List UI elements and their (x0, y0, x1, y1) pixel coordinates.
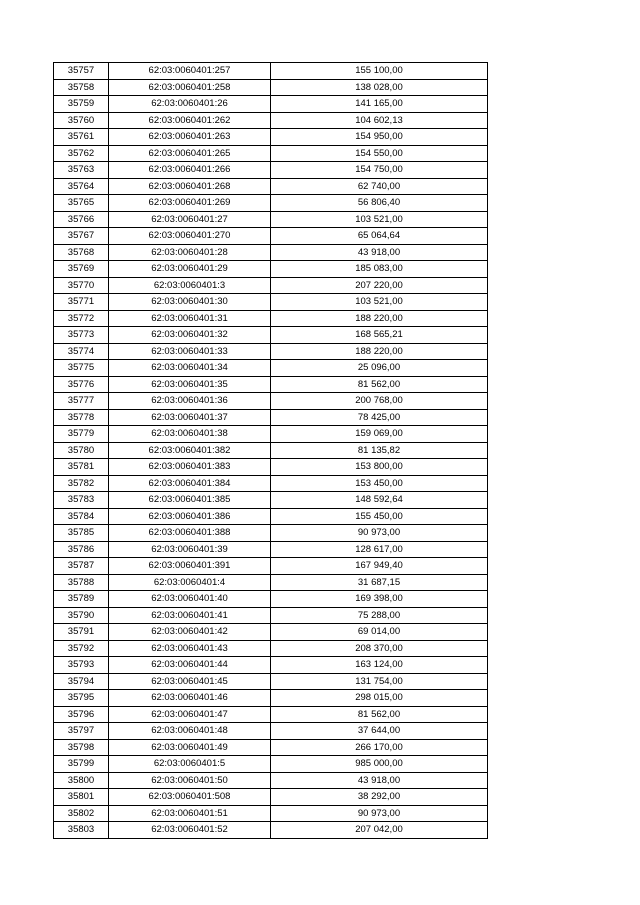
row-number-cell: 35786 (54, 541, 109, 558)
value-cell: 103 521,00 (271, 211, 488, 228)
cadastral-number-cell: 62:03:0060401:44 (109, 657, 271, 674)
cadastral-number-cell: 62:03:0060401:5 (109, 756, 271, 773)
table-row (54, 376, 488, 393)
value-cell: 207 220,00 (271, 277, 488, 294)
value-cell: 62 740,00 (271, 178, 488, 195)
table-row (54, 574, 488, 591)
table-row (54, 327, 488, 344)
value-cell: 154 750,00 (271, 162, 488, 179)
cadastral-number-cell: 62:03:0060401:32 (109, 327, 271, 344)
cadastral-number-cell: 62:03:0060401:391 (109, 558, 271, 575)
cadastral-number-cell: 62:03:0060401:34 (109, 360, 271, 377)
row-number-cell: 35793 (54, 657, 109, 674)
row-number-cell: 35763 (54, 162, 109, 179)
cadastral-number-cell: 62:03:0060401:257 (109, 63, 271, 80)
row-number-cell: 35769 (54, 261, 109, 278)
table-row (54, 690, 488, 707)
cadastral-number-cell: 62:03:0060401:37 (109, 409, 271, 426)
table-row (54, 723, 488, 740)
cadastral-number-cell: 62:03:0060401:268 (109, 178, 271, 195)
table-row (54, 591, 488, 608)
row-number-cell: 35791 (54, 624, 109, 641)
table-row (54, 96, 488, 113)
table-row (54, 442, 488, 459)
cadastral-number-cell: 62:03:0060401:48 (109, 723, 271, 740)
cadastral-number-cell: 62:03:0060401:30 (109, 294, 271, 311)
value-cell: 69 014,00 (271, 624, 488, 641)
value-cell: 104 602,13 (271, 112, 488, 129)
cadastral-number-cell: 62:03:0060401:43 (109, 640, 271, 657)
value-cell: 43 918,00 (271, 244, 488, 261)
value-cell: 168 565,21 (271, 327, 488, 344)
cadastral-number-cell: 62:03:0060401:31 (109, 310, 271, 327)
table-row (54, 162, 488, 179)
value-cell: 78 425,00 (271, 409, 488, 426)
cadastral-number-cell: 62:03:0060401:263 (109, 129, 271, 146)
table-row (54, 343, 488, 360)
value-cell: 43 918,00 (271, 772, 488, 789)
cadastral-number-cell: 62:03:0060401:262 (109, 112, 271, 129)
value-cell: 131 754,00 (271, 673, 488, 690)
value-cell: 75 288,00 (271, 607, 488, 624)
value-cell: 38 292,00 (271, 789, 488, 806)
value-cell: 188 220,00 (271, 310, 488, 327)
table-row (54, 624, 488, 641)
cadastral-number-cell: 62:03:0060401:270 (109, 228, 271, 245)
value-cell: 81 562,00 (271, 706, 488, 723)
table-row (54, 145, 488, 162)
value-cell: 167 949,40 (271, 558, 488, 575)
row-number-cell: 35781 (54, 459, 109, 476)
value-cell: 200 768,00 (271, 393, 488, 410)
row-number-cell: 35764 (54, 178, 109, 195)
cadastral-number-cell: 62:03:0060401:38 (109, 426, 271, 443)
value-cell: 155 100,00 (271, 63, 488, 80)
row-number-cell: 35775 (54, 360, 109, 377)
cadastral-number-cell: 62:03:0060401:28 (109, 244, 271, 261)
table-row (54, 805, 488, 822)
row-number-cell: 35785 (54, 525, 109, 542)
value-cell: 185 083,00 (271, 261, 488, 278)
table-row (54, 261, 488, 278)
row-number-cell: 35762 (54, 145, 109, 162)
cadastral-number-cell: 62:03:0060401:46 (109, 690, 271, 707)
value-cell: 128 617,00 (271, 541, 488, 558)
cadastral-number-cell: 62:03:0060401:385 (109, 492, 271, 509)
value-cell: 155 450,00 (271, 508, 488, 525)
row-number-cell: 35761 (54, 129, 109, 146)
table-row (54, 360, 488, 377)
row-number-cell: 35776 (54, 376, 109, 393)
cadastral-number-cell: 62:03:0060401:29 (109, 261, 271, 278)
row-number-cell: 35758 (54, 79, 109, 96)
row-number-cell: 35765 (54, 195, 109, 212)
row-number-cell: 35774 (54, 343, 109, 360)
row-number-cell: 35783 (54, 492, 109, 509)
value-cell: 208 370,00 (271, 640, 488, 657)
row-number-cell: 35779 (54, 426, 109, 443)
cadastral-number-cell: 62:03:0060401:3 (109, 277, 271, 294)
table-row (54, 310, 488, 327)
row-number-cell: 35780 (54, 442, 109, 459)
value-cell: 56 806,40 (271, 195, 488, 212)
cadastral-number-cell: 62:03:0060401:47 (109, 706, 271, 723)
table-row (54, 244, 488, 261)
value-cell: 25 096,00 (271, 360, 488, 377)
table-row (54, 558, 488, 575)
value-cell: 153 800,00 (271, 459, 488, 476)
table-row (54, 822, 488, 839)
table-row (54, 426, 488, 443)
cadastral-number-cell: 62:03:0060401:33 (109, 343, 271, 360)
row-number-cell: 35770 (54, 277, 109, 294)
table-row (54, 525, 488, 542)
row-number-cell: 35757 (54, 63, 109, 80)
cadastral-number-cell: 62:03:0060401:26 (109, 96, 271, 113)
table-row (54, 756, 488, 773)
cadastral-number-cell: 62:03:0060401:41 (109, 607, 271, 624)
row-number-cell: 35771 (54, 294, 109, 311)
value-cell: 159 069,00 (271, 426, 488, 443)
row-number-cell: 35795 (54, 690, 109, 707)
row-number-cell: 35784 (54, 508, 109, 525)
row-number-cell: 35773 (54, 327, 109, 344)
row-number-cell: 35778 (54, 409, 109, 426)
cadastral-number-cell: 62:03:0060401:384 (109, 475, 271, 492)
cadastral-number-cell: 62:03:0060401:42 (109, 624, 271, 641)
row-number-cell: 35794 (54, 673, 109, 690)
cadastral-number-cell: 62:03:0060401:269 (109, 195, 271, 212)
table-row (54, 195, 488, 212)
cadastral-number-cell: 62:03:0060401:258 (109, 79, 271, 96)
value-cell: 90 973,00 (271, 805, 488, 822)
table-row (54, 63, 488, 80)
row-number-cell: 35800 (54, 772, 109, 789)
table-row (54, 492, 488, 509)
row-number-cell: 35798 (54, 739, 109, 756)
value-cell: 298 015,00 (271, 690, 488, 707)
row-number-cell: 35788 (54, 574, 109, 591)
cadastral-number-cell: 62:03:0060401:50 (109, 772, 271, 789)
table-row (54, 772, 488, 789)
table-row (54, 178, 488, 195)
cadastral-value-table (53, 62, 488, 839)
value-cell: 153 450,00 (271, 475, 488, 492)
cadastral-number-cell: 62:03:0060401:39 (109, 541, 271, 558)
row-number-cell: 35799 (54, 756, 109, 773)
value-cell: 37 644,00 (271, 723, 488, 740)
row-number-cell: 35787 (54, 558, 109, 575)
value-cell: 138 028,00 (271, 79, 488, 96)
cadastral-number-cell: 62:03:0060401:382 (109, 442, 271, 459)
table-row (54, 789, 488, 806)
table-row (54, 657, 488, 674)
cadastral-number-cell: 62:03:0060401:45 (109, 673, 271, 690)
cadastral-number-cell: 62:03:0060401:266 (109, 162, 271, 179)
value-cell: 65 064,64 (271, 228, 488, 245)
cadastral-number-cell: 62:03:0060401:265 (109, 145, 271, 162)
value-cell: 141 165,00 (271, 96, 488, 113)
value-cell: 207 042,00 (271, 822, 488, 839)
row-number-cell: 35802 (54, 805, 109, 822)
value-cell: 81 135,82 (271, 442, 488, 459)
row-number-cell: 35759 (54, 96, 109, 113)
value-cell: 81 562,00 (271, 376, 488, 393)
table-row (54, 541, 488, 558)
table-row (54, 211, 488, 228)
row-number-cell: 35797 (54, 723, 109, 740)
row-number-cell: 35766 (54, 211, 109, 228)
table-body (54, 63, 488, 839)
row-number-cell: 35768 (54, 244, 109, 261)
value-cell: 169 398,00 (271, 591, 488, 608)
table-row (54, 112, 488, 129)
row-number-cell: 35782 (54, 475, 109, 492)
row-number-cell: 35760 (54, 112, 109, 129)
cadastral-number-cell: 62:03:0060401:36 (109, 393, 271, 410)
table-row (54, 475, 488, 492)
value-cell: 163 124,00 (271, 657, 488, 674)
cadastral-number-cell: 62:03:0060401:35 (109, 376, 271, 393)
table-row (54, 459, 488, 476)
row-number-cell: 35801 (54, 789, 109, 806)
table-row (54, 228, 488, 245)
table-row (54, 409, 488, 426)
cadastral-number-cell: 62:03:0060401:40 (109, 591, 271, 608)
value-cell: 266 170,00 (271, 739, 488, 756)
value-cell: 188 220,00 (271, 343, 488, 360)
value-cell: 154 550,00 (271, 145, 488, 162)
row-number-cell: 35767 (54, 228, 109, 245)
cadastral-number-cell: 62:03:0060401:52 (109, 822, 271, 839)
value-cell: 985 000,00 (271, 756, 488, 773)
row-number-cell: 35803 (54, 822, 109, 839)
row-number-cell: 35772 (54, 310, 109, 327)
table-row (54, 673, 488, 690)
table-row (54, 508, 488, 525)
cadastral-number-cell: 62:03:0060401:388 (109, 525, 271, 542)
table-row (54, 129, 488, 146)
table-row (54, 739, 488, 756)
table-row (54, 294, 488, 311)
cadastral-number-cell: 62:03:0060401:383 (109, 459, 271, 476)
table-row (54, 640, 488, 657)
value-cell: 31 687,15 (271, 574, 488, 591)
cadastral-number-cell: 62:03:0060401:27 (109, 211, 271, 228)
row-number-cell: 35789 (54, 591, 109, 608)
table-row (54, 393, 488, 410)
cadastral-number-cell: 62:03:0060401:508 (109, 789, 271, 806)
cadastral-number-cell: 62:03:0060401:4 (109, 574, 271, 591)
value-cell: 103 521,00 (271, 294, 488, 311)
value-cell: 90 973,00 (271, 525, 488, 542)
cadastral-number-cell: 62:03:0060401:386 (109, 508, 271, 525)
table-row (54, 706, 488, 723)
cadastral-number-cell: 62:03:0060401:51 (109, 805, 271, 822)
table-row (54, 277, 488, 294)
table-row (54, 607, 488, 624)
cadastral-number-cell: 62:03:0060401:49 (109, 739, 271, 756)
value-cell: 148 592,64 (271, 492, 488, 509)
value-cell: 154 950,00 (271, 129, 488, 146)
row-number-cell: 35790 (54, 607, 109, 624)
row-number-cell: 35792 (54, 640, 109, 657)
row-number-cell: 35796 (54, 706, 109, 723)
row-number-cell: 35777 (54, 393, 109, 410)
table-row (54, 79, 488, 96)
